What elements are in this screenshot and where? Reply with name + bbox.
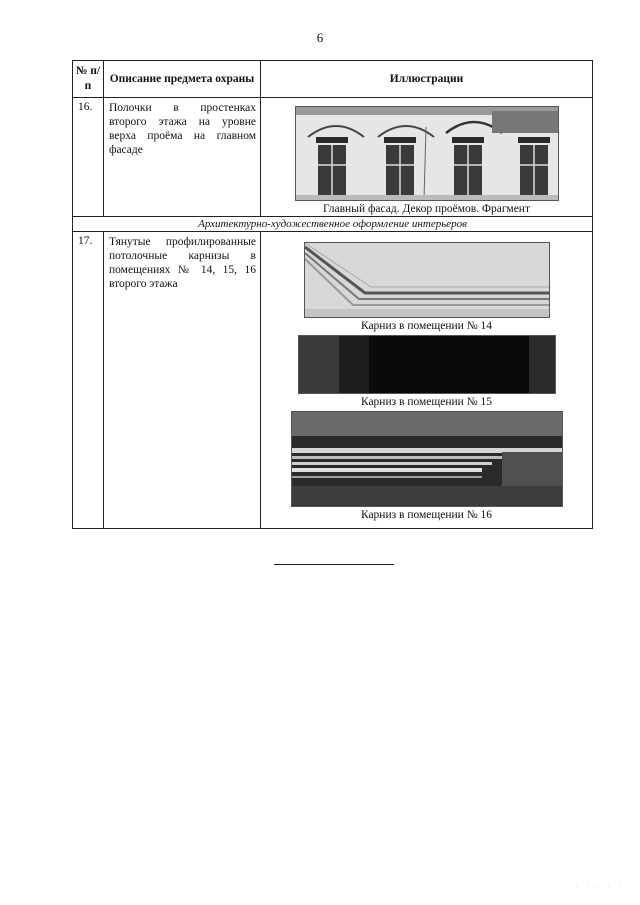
header-illustrations: Иллюстрации xyxy=(261,61,593,98)
illustration-cell xyxy=(261,98,593,217)
end-rule xyxy=(274,564,394,565)
scan-specks: · · · · · xyxy=(575,882,624,891)
row-description: Тянутые профилированные потолочные карнизы в помещениях № 14, 15, 16 второго этажа xyxy=(104,232,261,529)
row-number: 17. xyxy=(73,232,104,529)
cornice-16-photo xyxy=(291,411,563,507)
cornice-15-caption: Карниз в помещении № 15 xyxy=(360,396,493,408)
table-row xyxy=(73,98,593,217)
row-number: 16. xyxy=(73,98,104,217)
facade-caption: Главный фасад. Декор проёмов. Фрагмент xyxy=(323,203,530,215)
facade-photo xyxy=(295,106,559,201)
section-row xyxy=(73,217,593,232)
cornice-14-caption: Карниз в помещении № 14 xyxy=(360,320,493,332)
page-number: 6 xyxy=(316,30,324,45)
table-header-row xyxy=(73,61,593,98)
header-description: Описание предмета охраны xyxy=(104,61,261,98)
illustration-cell xyxy=(261,232,593,529)
section-title: Архитектурно-художественное оформление интерьеров xyxy=(73,217,593,232)
header-number: № п/п xyxy=(73,61,104,98)
cornice-15-photo xyxy=(298,335,556,394)
row-description: Полочки в простенках второго этажа на уровне верха проёма на главном фасаде xyxy=(104,98,261,217)
heritage-table xyxy=(72,60,593,529)
table-row xyxy=(73,232,593,529)
cornice-16-caption: Карниз в помещении № 16 xyxy=(360,509,493,521)
cornice-14-photo xyxy=(304,242,550,318)
